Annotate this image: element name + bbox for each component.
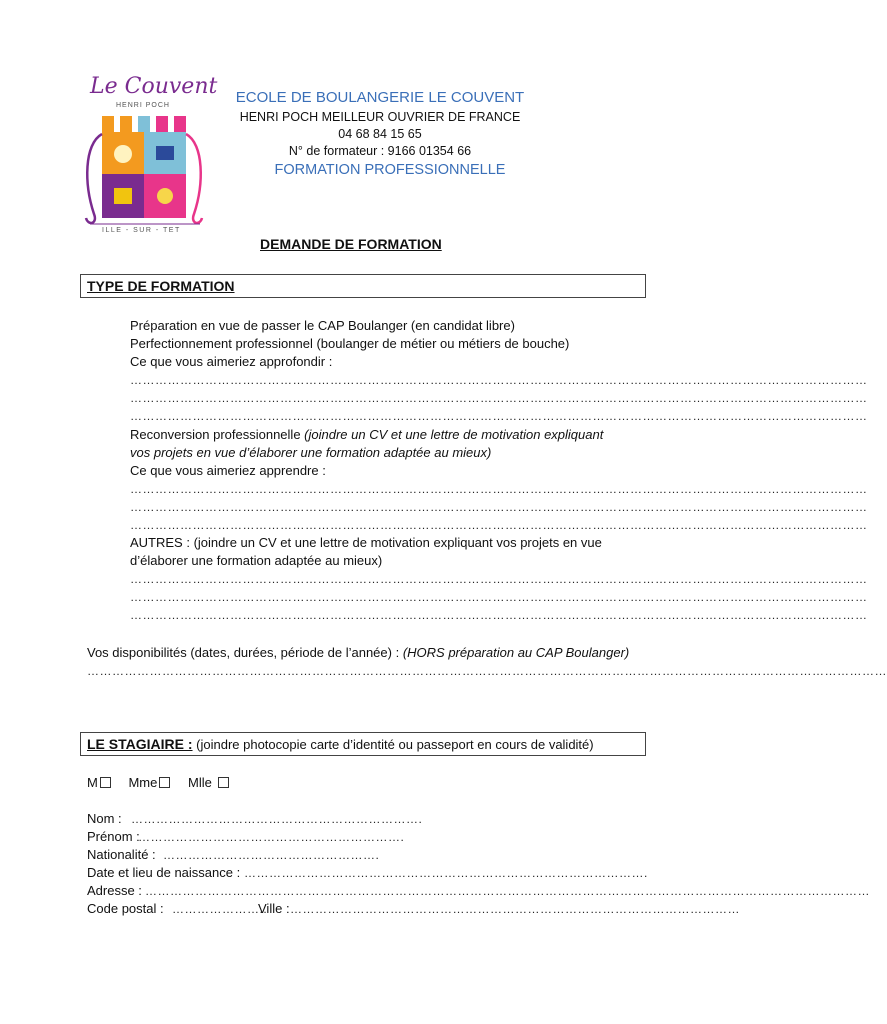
header-trainer-number: N° de formateur : 9166 01354 66 [288,144,472,158]
approfondir-label: Ce que vous aimeriez approfondir : [130,354,333,369]
prenom-field[interactable]: ………………………………………………………. [138,830,405,844]
disponibilites-label [87,644,629,662]
school-name: ECOLE DE BOULANGERIE LE COUVENT [235,89,525,106]
apprendre-line-2[interactable]: …………………………………………………………………………………………………………………………………………………………… [130,500,868,514]
civility-m-label: M [87,775,98,790]
naissance-label: Date et lieu de naissance : [87,865,241,880]
approfondir-line-2[interactable]: …………………………………………………………………………………………………………………………………………………………… [130,391,868,405]
civility-row [87,774,229,792]
apprendre-line-3[interactable]: …………………………………………………………………………………………………………………………………………………………… [130,518,868,532]
adresse-field[interactable]: ………………………………………………………………………………………………………………………………………………………… [145,884,870,898]
civility-mlle-checkbox[interactable] [218,777,229,788]
approfondir-line-1[interactable]: …………………………………………………………………………………………………………………………………………………………… [130,373,868,387]
civility-mlle-label: Mlle [187,775,212,790]
civility-mme-label: Mme [128,775,158,790]
stagiaire-header-box [80,732,646,756]
logo-sub-text: HENRI POCH [116,102,170,109]
logo-place-text: ILLE - SUR - TET [102,227,181,234]
autres-line-2[interactable]: …………………………………………………………………………………………………………………………………………………………… [130,590,868,604]
type-formation-heading: TYPE DE FORMATION [87,278,235,294]
option-autres: AUTRES : (joindre un CV et une lettre de motivation expliquant vos projets en vue [130,535,602,550]
autres-note: d’élaborer une formation adaptée au mieux) [130,553,383,568]
nom-field[interactable]: ……………………………………………………………. [131,812,423,826]
header-phone: 04 68 84 15 65 [338,127,422,141]
reconversion-note-2 [130,444,491,462]
code-postal-label: Code postal : [87,901,164,916]
reconversion-note-1: (joindre un CV et une lettre de motivation expliquant [304,427,604,442]
autres-line-1[interactable]: …………………………………………………………………………………………………………………………………………………………… [130,572,868,586]
autres-line-3[interactable]: …………………………………………………………………………………………………………………………………………………………… [130,608,868,622]
page-title: DEMANDE DE FORMATION [260,236,442,252]
reconversion-label: Reconversion professionnelle [130,427,305,442]
option-perfectionnement: Perfectionnement professionnel (boulanger de métier ou métiers de bouche) [130,336,570,351]
stagiaire-heading: LE STAGIAIRE : [87,736,193,752]
stagiaire-note: (joindre photocopie carte d’identité ou passeport en cours de validité) [192,737,594,752]
prenom-label: Prénom : [87,829,140,844]
school-logo [80,74,218,240]
type-formation-header-box [80,274,646,298]
ville-label: Ville : [258,901,290,916]
nom-label: Nom : [87,811,122,826]
adresse-label: Adresse : [87,883,142,898]
nationalite-label: Nationalité : [87,847,156,862]
ville-field[interactable]: ……………………………………………………………………………………………… [290,902,740,916]
civility-m-checkbox[interactable] [100,777,111,788]
disponibilites-text: Vos disponibilités (dates, durées, période de l’année) : [87,645,403,660]
code-postal-field[interactable]: ………………….. [172,902,268,916]
option-reconversion [130,426,603,444]
disponibilites-line[interactable]: ………………………………………………………………………………………………………………………………………………………………………… [87,664,887,678]
naissance-field[interactable]: ……………………………………………………………………………………. [244,866,648,880]
option-cap: Préparation en vue de passer le CAP Boulanger (en candidat libre) [130,318,515,333]
apprendre-label: Ce que vous aimeriez apprendre : [130,463,326,478]
civility-mme-checkbox[interactable] [159,777,170,788]
apprendre-line-1[interactable]: …………………………………………………………………………………………………………………………………………………………… [130,482,868,496]
logo-script-text: Le Couvent [90,74,218,99]
disponibilites-note: (HORS préparation au CAP Boulanger) [402,645,630,660]
stagiaire-heading-line [87,736,594,752]
reconversion-note-2-text: vos projets en vue d’élaborer une formation adaptée au mieux) [130,445,492,460]
approfondir-line-3[interactable]: …………………………………………………………………………………………………………………………………………………………… [130,409,868,423]
header-subtitle: HENRI POCH MEILLEUR OUVRIER DE FRANCE [239,110,521,124]
header-formation: FORMATION PROFESSIONNELLE [274,162,506,178]
nationalite-field[interactable]: ……………………………………………. [163,848,380,862]
